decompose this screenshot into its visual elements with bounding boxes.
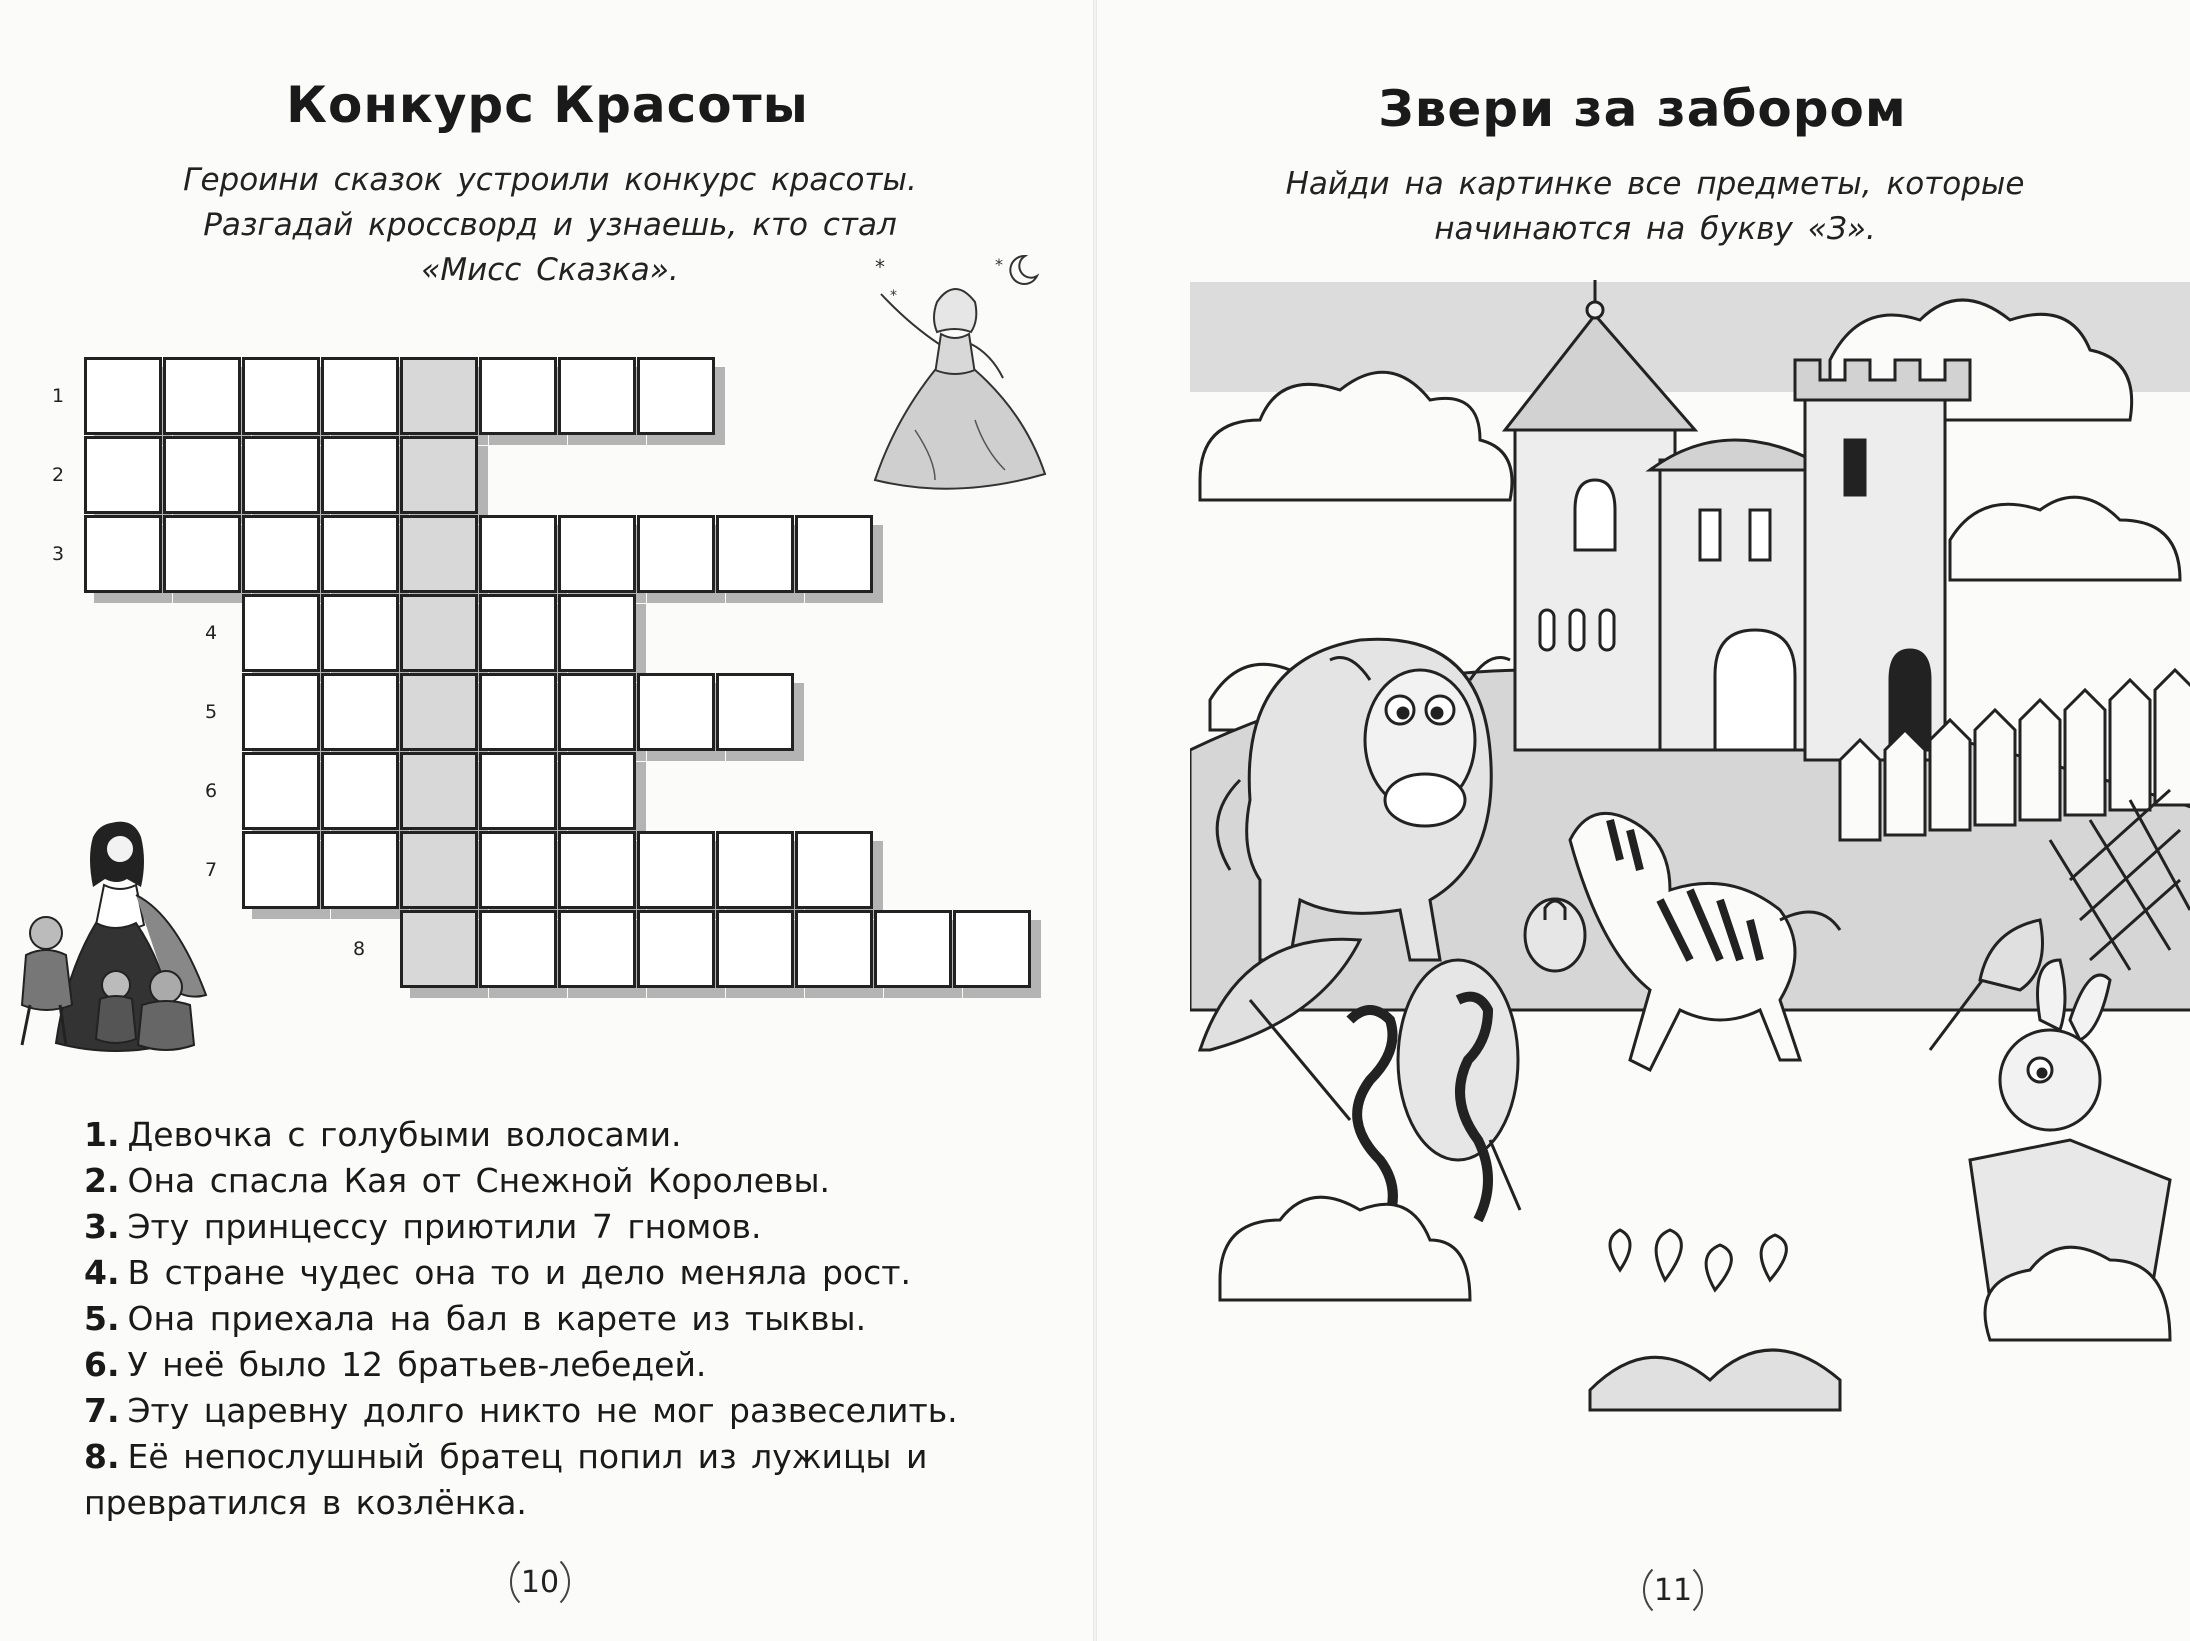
crossword-row-number: 1 — [52, 385, 65, 407]
clue-text: Она спасла Кая от Снежной Королевы. — [127, 1161, 831, 1200]
crossword-key-cell[interactable] — [400, 515, 478, 593]
crossword-cell[interactable] — [321, 673, 399, 751]
crossword-cell[interactable] — [321, 594, 399, 672]
page-number-left: 10 — [510, 1552, 570, 1612]
crossword-cell[interactable] — [321, 831, 399, 909]
crossword-cell[interactable] — [716, 910, 794, 988]
intro-left-line-2: Разгадай кроссворд и узнаешь, кто стал — [203, 207, 897, 243]
clue-number: 4. — [84, 1253, 120, 1292]
page-number-right: 11 — [1643, 1560, 1703, 1620]
crossword-cell[interactable] — [242, 673, 320, 751]
crossword-cell[interactable] — [716, 673, 794, 751]
snow-white-illustration — [16, 815, 226, 1060]
crossword-cell[interactable] — [321, 357, 399, 435]
crossword-cell[interactable] — [242, 831, 320, 909]
crossword-cell[interactable] — [637, 515, 715, 593]
clue-item — [84, 1112, 1024, 1158]
crossword-cell[interactable] — [321, 436, 399, 514]
crossword-cell[interactable] — [242, 357, 320, 435]
crossword-cell[interactable] — [321, 752, 399, 830]
crossword-cell[interactable] — [242, 752, 320, 830]
svg-text:*: * — [890, 288, 897, 304]
clue-text: В стране чудес она то и дело меняла рост. — [127, 1253, 911, 1292]
crossword-cell[interactable] — [558, 594, 636, 672]
clue-text: Её непослушный братец попил из лужицы и — [127, 1437, 928, 1476]
intro-left — [150, 158, 950, 293]
crossword-row-number: 8 — [353, 938, 366, 960]
crossword-key-cell[interactable] — [400, 436, 478, 514]
crossword-row-number: 2 — [52, 464, 65, 486]
crossword-cell[interactable] — [716, 515, 794, 593]
crossword-cell[interactable] — [558, 673, 636, 751]
crossword-cell[interactable] — [637, 831, 715, 909]
clue-number: 8. — [84, 1437, 120, 1476]
page-title-left: Конкурс Красоты — [286, 76, 809, 134]
intro-right-line-2: начинаются на букву «З». — [1434, 211, 1876, 247]
clue-item — [84, 1158, 1024, 1204]
crossword-cell[interactable] — [795, 515, 873, 593]
crossword-cell[interactable] — [242, 436, 320, 514]
crossword-cell[interactable] — [795, 910, 873, 988]
princess-illustration — [855, 250, 1065, 510]
crossword-row-number: 4 — [205, 622, 218, 644]
crossword-key-cell[interactable] — [400, 831, 478, 909]
crossword-cell[interactable] — [479, 831, 557, 909]
clue-continuation: превратился в козлёнка. — [84, 1483, 527, 1522]
clue-text: Девочка с голубыми волосами. — [127, 1115, 682, 1154]
crossword-cell[interactable] — [163, 515, 241, 593]
crossword-key-cell[interactable] — [400, 910, 478, 988]
intro-right — [1225, 162, 2085, 252]
clue-text: Эту принцессу приютили 7 гномов. — [127, 1207, 762, 1246]
crossword-cell[interactable] — [479, 752, 557, 830]
castle-scene-illustration — [1190, 280, 2190, 1440]
clue-number: 3. — [84, 1207, 120, 1246]
crossword-cell[interactable] — [716, 831, 794, 909]
intro-right-line-1: Найди на картинке все предметы, которые — [1285, 166, 2025, 202]
clue-item — [84, 1250, 1024, 1296]
clue-item — [84, 1342, 1024, 1388]
intro-left-line-1: Героини сказок устроили конкурс красоты. — [183, 162, 917, 198]
crossword-cell[interactable] — [321, 515, 399, 593]
crossword-cell[interactable] — [479, 515, 557, 593]
crossword-key-cell[interactable] — [400, 594, 478, 672]
strawberries — [1590, 1230, 1840, 1410]
clue-number: 2. — [84, 1161, 120, 1200]
clue-item — [84, 1434, 1024, 1480]
crossword-cell[interactable] — [637, 357, 715, 435]
crossword-cell[interactable] — [558, 515, 636, 593]
clue-list — [84, 1112, 1024, 1480]
crossword-row-number: 5 — [205, 701, 218, 723]
crossword-cell[interactable] — [479, 910, 557, 988]
crossword-cell[interactable] — [558, 831, 636, 909]
crossword-cell[interactable] — [479, 673, 557, 751]
clue-number: 1. — [84, 1115, 120, 1154]
clue-item — [84, 1204, 1024, 1250]
clue-item — [84, 1296, 1024, 1342]
clue-text: Эту царевну долго никто не мог развеселить. — [127, 1391, 958, 1430]
clue-text: Она приехала на бал в карете из тыквы. — [127, 1299, 867, 1338]
crossword-row-number: 3 — [52, 543, 65, 565]
crossword-cell[interactable] — [84, 515, 162, 593]
svg-text:*: * — [875, 255, 885, 279]
crossword-cell[interactable] — [795, 831, 873, 909]
crossword-cell[interactable] — [479, 594, 557, 672]
crossword-key-cell[interactable] — [400, 357, 478, 435]
crossword-row-number: 7 — [205, 859, 218, 881]
crossword-cell[interactable] — [84, 436, 162, 514]
right-page — [1095, 0, 2190, 1641]
clue-text: У неё было 12 братьев-лебедей. — [127, 1345, 707, 1384]
crossword-cell[interactable] — [242, 594, 320, 672]
crossword-row-number: 6 — [205, 780, 218, 802]
crossword-cell[interactable] — [84, 357, 162, 435]
intro-left-line-3: «Мисс Сказка». — [421, 252, 679, 288]
crossword-cell[interactable] — [242, 515, 320, 593]
crossword-cell[interactable] — [953, 910, 1031, 988]
clue-number: 5. — [84, 1299, 120, 1338]
crossword-key-cell[interactable] — [400, 673, 478, 751]
crossword-key-cell[interactable] — [400, 752, 478, 830]
crossword-cell[interactable] — [558, 910, 636, 988]
crossword-cell[interactable] — [637, 673, 715, 751]
crossword-cell[interactable] — [874, 910, 952, 988]
clue-number: 7. — [84, 1391, 120, 1430]
crossword-cell[interactable] — [163, 357, 241, 435]
svg-text:*: * — [995, 255, 1003, 274]
crossword-cell[interactable] — [479, 357, 557, 435]
crossword-cell[interactable] — [637, 910, 715, 988]
clue-item — [84, 1388, 1024, 1434]
crossword-cell[interactable] — [558, 752, 636, 830]
clue-number: 6. — [84, 1345, 120, 1384]
crossword-cell[interactable] — [558, 357, 636, 435]
page-title-right: Звери за забором — [1378, 80, 1907, 138]
crossword-cell[interactable] — [163, 436, 241, 514]
